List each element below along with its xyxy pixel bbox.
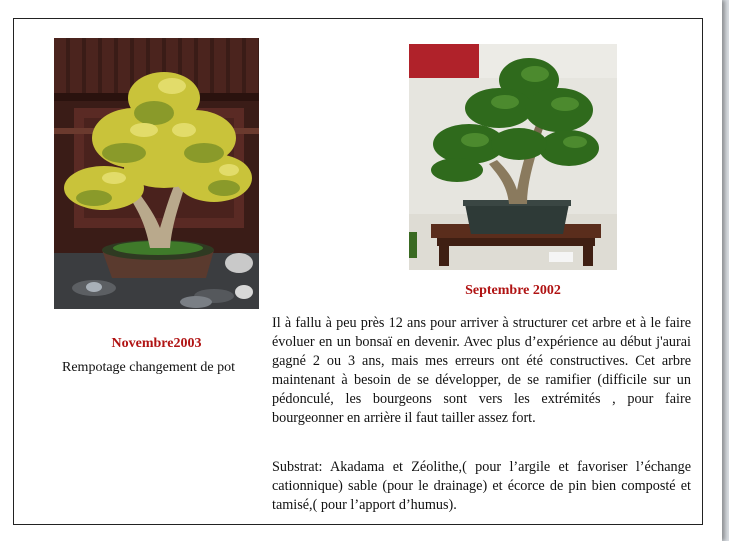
right-photo-date-caption: Septembre 2002 [465,283,561,298]
right-bonsai-photo [409,44,617,270]
body-paragraph-substrate: Substrat: Akadama et Zéolithe,( pour l’argile et favoriser l’échange cationnique) sable (pour le drainage) et écorce de pin bien composté et tamisé,( pour l’apport d’humus). [272,459,691,513]
bonsai-green-display-table-icon [409,44,617,270]
left-bonsai-photo [54,38,259,309]
left-photo-date-caption: Novembre2003 [111,336,202,351]
body-paragraph-history: Il à fallu à peu près 12 ans pour arriver à structurer cet arbre et à le faire évoluer en un bonsaï en devenir. Avec plus d’expérience au début j'aurai gagné 2 ou 3 ans, mais mes erreurs ont été constructives. Cet arbre maintenant à besoin de se développer, de se ramifier (difficile sur un pédonculé, les bourgeons sont vers les extrémités , pour faire bourgeonner en arrière il faut tailler assez fort. [272,315,691,426]
left-photo-subcaption: Rempotage changement de pot [62,360,235,375]
bonsai-autumn-yellow-leaves-icon [54,38,259,309]
